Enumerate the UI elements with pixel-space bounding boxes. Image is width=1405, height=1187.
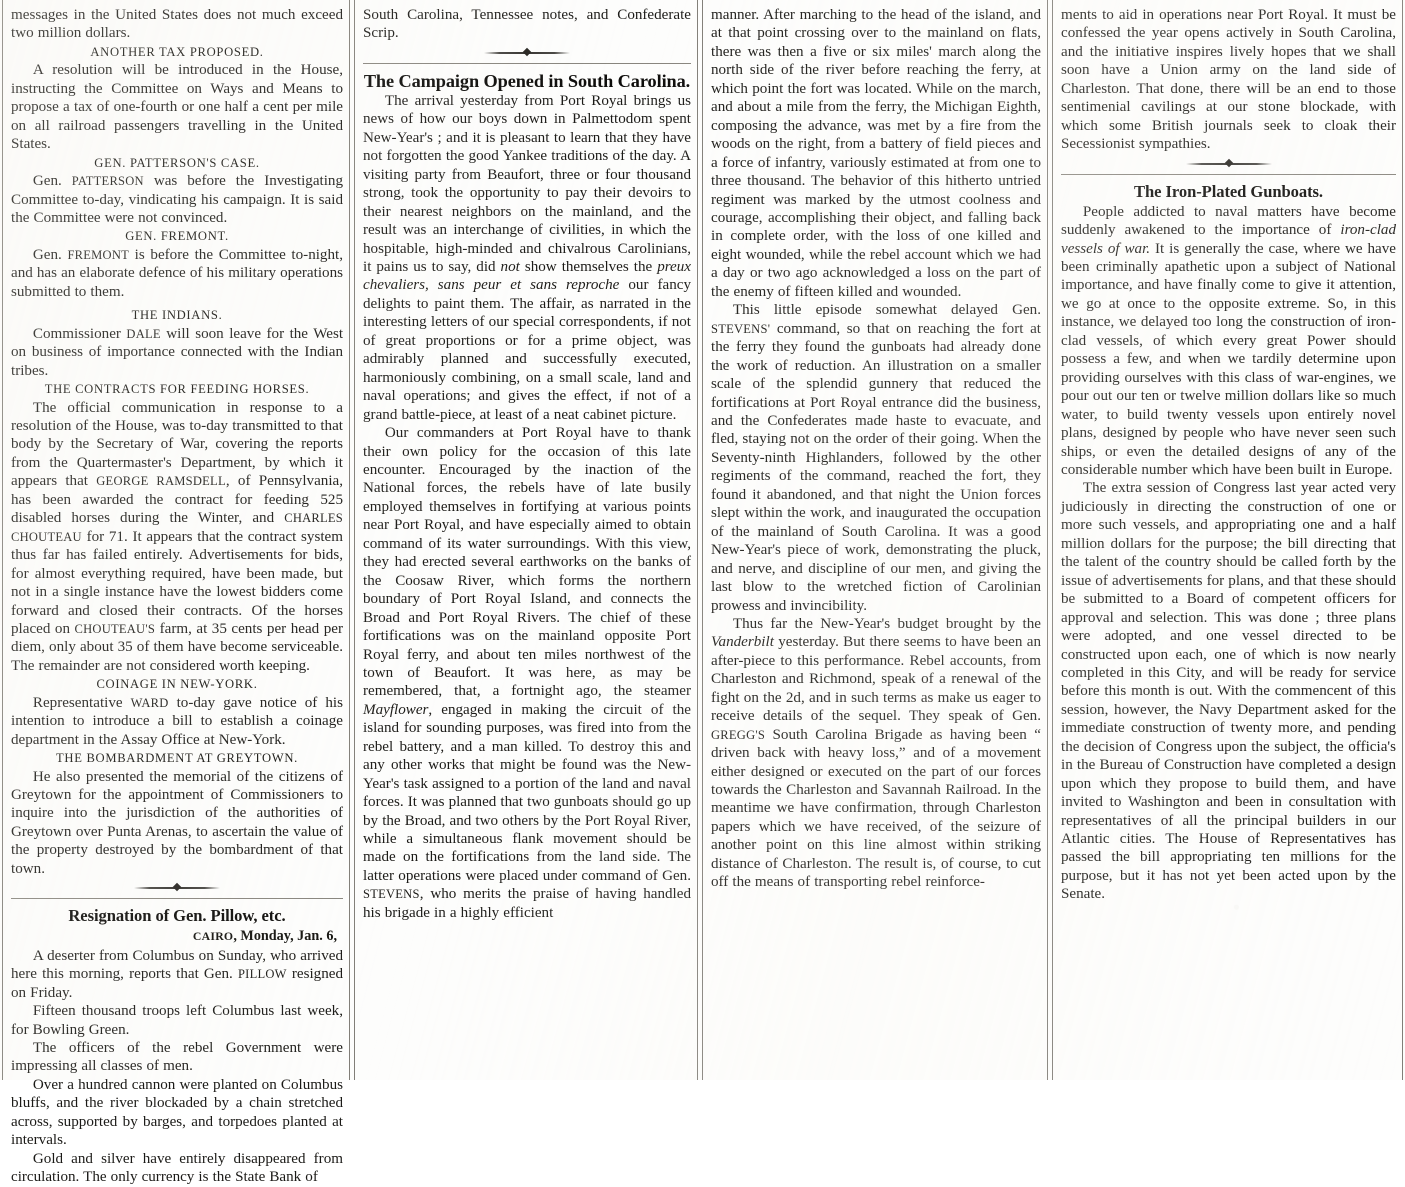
italic-run-french-phrase: preux chevaliers, sans peur et sans reproche <box>363 258 691 294</box>
column-rule-left <box>354 0 355 1080</box>
small-caps-name: STEVENS' <box>711 321 771 336</box>
text-run: resigned on Friday. <box>11 966 343 1001</box>
horizontal-rule <box>11 898 343 899</box>
italic-run: not <box>500 258 520 275</box>
paragraph-campaign-1 <box>363 92 691 424</box>
subhead-coinage-new-york: COINAGE IN NEW-YORK. <box>96 677 258 692</box>
column-1 <box>0 0 352 1186</box>
text-run: The official communication in response to a resolution of the House, was to-day transmitted to that body by the Secretary of War, covering the reports from the Quartermaster's Department, by which it appears that <box>11 399 343 490</box>
paragraph-tax: A resolution will be introduced in the House, instructing the Committee on Ways and Means to propose a tax of one-fourth or one half a cent per mile on all railroad passengers travelling in the United States. <box>11 62 343 153</box>
paragraph-port-royal-conclusion: ments to aid in operations near Port Royal. It must be confessed the year opens actively in South Carolina, and the initiative inspires lively hopes that we shall soon have a Union army on the land side of Charleston. That done, there will be an end to those sentimenial cavilings at our stone blockade, with which some British journals seek to cloak their Secessionist sympathies. <box>1061 7 1396 153</box>
small-caps-name: STEVENS <box>363 887 420 902</box>
text-run: The arrival yesterday from Port Royal brings us news of how our boys down in Palmettodom spent New-Year's ; and it is pleasant to learn that they have not forgotten the good Yankee traditions of the day. A visiting party from Beaufort, three or four thousand strong, took the opportunity to pay their devoirs to their nearest neighbors on the mainland, and the result was an interchange of civilities, in which the hospitable, high-minded and chivalrous Carolinians, it pains us to say, did <box>363 92 691 275</box>
italic-run-ship-name: Vanderbilt <box>711 634 774 651</box>
paragraph-march-account: manner. After marching to the head of the island, and at that point crossing over to the mainland on flats, there was then a five or six miles' march along the north side of the river before reaching the ferry, at which point the fort was located. While on the march, and about a mile from the ferry, the Michigan Eighth, composing the advance, was met by a fire from the woods on the right, from a battery of field pieces and a force of infantry, variously estimated at from one to three thousand. The behavior of this hitherto untried regiment was marked by the utmost coolness and courage, accomplishing their object, and falling back in complete order, with the loss of one killed and eight wounded, while the rebel account which we had a day or two ago acknowledged a loss on the part of the enemy of fifteen killed and wounded. <box>711 7 1041 300</box>
small-caps-name: DALE <box>126 326 161 341</box>
text-run: , engaged in making the circuit of the island for sounding purposes, was fired into from the rebel battery, and a man killed. To destroy this and any other works that might be found was the New-Year's task assigned to a portion of the land and naval forces. It was planned that two gunboats should go up by the Broad, and two others by the Port Royal River, while a simultaneous flank movement should be made on the fortifications from the land side. The latter operations were placed under command of Gen. <box>363 701 692 884</box>
text-run: South Carolina Brigade as having been “ driven back with heavy loss,” and of a movement either designed or executed on the part of our forces towards the Charleston and Savannah Railroad. In the meantime we have confirmation, through Charleston papers which we have received, of the seizure of another point on this line almost within striking distance of Charleston. The result is, of course, to cut off the means of transporting rebel reinforce- <box>711 726 1041 891</box>
text-run: People addicted to naval matters have become suddenly awakened to the importance of <box>1061 203 1396 239</box>
paragraph-campaign-2 <box>363 424 691 922</box>
column-3 <box>700 0 1050 1080</box>
paragraph-coinage <box>11 694 343 749</box>
paragraph-vanderbilt-budget <box>711 615 1041 892</box>
text-run: Gen. <box>32 246 68 263</box>
text-run: Representative <box>32 694 131 711</box>
dateline <box>11 927 343 946</box>
headline-resignation-pillow: Resignation of Gen. Pillow, etc. <box>68 906 286 926</box>
text-run: show themselves the <box>519 258 658 275</box>
small-caps-name: CHARLES CHOUTEAU <box>11 511 343 544</box>
column-rule-right <box>697 0 698 1080</box>
small-caps-name: PILLOW <box>237 967 287 982</box>
text-run: Our commanders at Port Royal have to thank their own policy for the occasion of this late encounter. Encouraged by the inaction of the National forces, the rebels have of late busily employed themselves in fortifying at various points near Port Royal, and have especially aimed to obtain command of its water surroundings. With this view, they had erected several earthworks on the banks of the Coosaw River, which forms the northern boundary of Port Royal Island, and connects the Broad and Port Royal Rivers. The chief of these fortifications was on the mainland opposite Port Royal ferry, and about ten miles northwest of the town of Beaufort. It was here, as may be remembered, that, a fortnight ago, the steamer <box>363 425 691 700</box>
small-caps-name: GEORGE RAMSDELL <box>96 474 226 489</box>
paragraph-horses <box>11 399 343 676</box>
text-run: , of Pennsylvania, has been awarded the contract for feeding 525 disabled horses during the Winter, and <box>11 473 343 527</box>
small-caps-name: GREGG'S <box>711 727 766 742</box>
story-divider <box>11 881 343 894</box>
horizontal-rule <box>1061 174 1396 175</box>
column-4 <box>1050 0 1405 1080</box>
italic-run-iron-clad: iron-clad vessels of war. <box>1061 222 1396 257</box>
column-rule-left <box>702 0 703 1080</box>
subhead-the-indians: THE INDIANS. <box>131 308 223 323</box>
text-run: farm, at 35 cents per head per diem, only about 35 of them have become serviceable. The remainder are not considered worth keeping. <box>11 620 343 674</box>
column-rule-right <box>1047 0 1048 1080</box>
italic-run-ship-name: Mayflower <box>363 701 429 718</box>
column-2 <box>352 0 700 1080</box>
paragraph-pillow-3: The officers of the rebel Government were impressing all classes of men. <box>11 1040 343 1075</box>
text-run: , who merits the praise of having handled his brigade in a highly efficient <box>363 886 691 921</box>
paragraph-indians <box>11 325 343 380</box>
text-run: Commissioner <box>32 325 127 342</box>
paragraph-continued: South Carolina, Tennessee notes, and Confederate Scrip. <box>363 7 691 42</box>
text-run: to-day gave notice of his intention to introduce a bill to establish a coinage department in the Assay Office at New-York. <box>11 694 343 748</box>
text-run: our fancy delights to paint them. The affair, as narrated in the interesting letters of our special correspondents, if not of great proportions or for a prime object, was admirably planned and successfully executed, harmoniously combining, on a small scale, land and naval operations; and gives the effect, if not of a grand battle-piece, at least of a neat cabinet picture. <box>363 277 691 423</box>
text-run: for 71. It appears that the contract system thus far has failed entirely. Advertisements for bids, for almost everything required, have been made, but not in a single instance have the lowest bidders come forward and closed their contracts. Of the horses placed on <box>11 528 343 637</box>
small-caps-name: CHOUTEAU'S <box>74 621 156 636</box>
paragraph-stevens-command <box>711 301 1041 615</box>
small-caps-name: FREMONT <box>67 247 130 262</box>
story-divider <box>363 46 691 59</box>
column-rule-right <box>1402 0 1403 1080</box>
paragraph-greytown: He also presented the memorial of the citizens of Greytown for the appointment of Commissioners to inquire into the jurisdiction of the authorities of Greytown over Punta Arenas, to ascertain the value of the property destroyed by the bombardment of that town. <box>11 768 343 877</box>
subhead-bombardment-greytown: THE BOMBARDMENT AT GREYTOWN. <box>56 751 298 766</box>
text-run: This little episode somewhat delayed Gen. <box>732 302 1041 319</box>
paragraph-pillow-5: Gold and silver have entirely disappeared from circulation. The only currency is the State Bank of <box>11 1150 343 1186</box>
subhead-another-tax-proposed: ANOTHER TAX PROPOSED. <box>90 44 264 59</box>
text-run: is before the Committee to-night, and has an elaborate defence of his military operations submitted to them. <box>11 246 343 300</box>
text-run: was before the Investigating Committee to-day, vindicating his campaign. It is said the Committee were not convinced. <box>11 173 343 226</box>
small-caps-name: WARD <box>130 695 169 710</box>
paragraph-continued: messages in the United States does not much exceed two million dollars. <box>11 7 343 42</box>
column-rule-left <box>1052 0 1053 1080</box>
headline-campaign-south-carolina: The Campaign Opened in South Carolina. <box>363 70 691 91</box>
text-run: A deserter from Columbus on Sunday, who arrived here this morning, reports that Gen. <box>11 947 343 983</box>
text-run: command, so that on reaching the fort at the ferry they found the gunboats had already done the work of reduction. An illustration on a smaller scale of the splendid gunnery that reduced the fortifications at Port Royal entrance did the business, and the Confederates made haste to evacuate, and fled, staying not on the order of their going. When the Seventy-ninth Highlanders, followed by the other regiments of the command, reached the fort, they found it abandoned, and that night the Union forces slept within the work, and inaugurated the occupation of the mainland of South Carolina. It was a good New-Year's piece of work, demonstrating the pluck, and nerve, and discipline of our men, and giving the last blow to the wretched fiction of Carolinian prowess and invincibility. <box>711 320 1041 614</box>
story-divider <box>1061 157 1396 170</box>
paragraph-pillow-4: Over a hundred cannon were planted on Columbus bluffs, and the river blockaded by a chain stretched across, supported by barges, and torpedoes planted at intervals. <box>11 1076 343 1149</box>
text-run: It is generally the case, where we have been criminally apathetic upon a subject of National importance, and have finally come to give it attention, we go at once to the opposite extreme. So, in this instance, we delayed too long the construction of iron-clad vessels, of which every great Power should possess a few, and when we tardily determine upon providing ourselves with this class of war-engines, we pour out our ten or twelve million dollars like so much water, to build twenty vessels upon entirely novel plans, designed by people who have never seen such ships, or even the detailed designs of any of the considerable number which have been built in Europe. <box>1061 240 1396 478</box>
paragraph-fremont <box>11 246 343 301</box>
paragraph-pillow-2: Fifteen thousand troops left Columbus last week, for Bowling Green. <box>11 1003 343 1038</box>
subhead-contracts-feeding-horses: THE CONTRACTS FOR FEEDING HORSES. <box>44 382 310 397</box>
text-run: Gen. <box>32 173 72 190</box>
small-caps-name: PATTERSON <box>71 174 144 189</box>
paragraph-pillow-1 <box>11 947 343 1002</box>
dateline-date: , Monday, Jan. 6, <box>233 928 337 945</box>
paragraph-gunboats-2: The extra session of Congress last year acted very judiciously in directing the construction of one or more such vessels, and appropriating one and a half million dollars for the purpose; the bill directing that the talent of the country should be called forth by the issue of advertisements for plans, and that these should be submitted to a Board of competent officers for approval and selection. This was done ; three plans were adopted, and one vessel directed to be constructed upon each, one of which is now nearly completed in this City, and will be ready for service before this month is out. With the commencent of this session, however, the Navy Department asked for the immediate construction of twenty more, and pending the decision of Congress upon the subject, the officia's in the Bureau of Construction have completed a design upon which they propose to build them, and have invited to Washington and been in consultation with representatives of all the principal builders in our Atlantic cities. The House of Representatives has passed the bill appropriating ten millions for the purpose, but it has not yet been acted upon by the Senate. <box>1061 480 1396 903</box>
paragraph-patterson <box>11 172 343 227</box>
headline-iron-plated-gunboats: The Iron-Plated Gunboats. <box>1134 181 1323 201</box>
text-run: Thus far the New-Year's budget brought by the <box>732 615 1041 632</box>
column-rule-right <box>349 0 350 1080</box>
subhead-patterson-case: GEN. PATTERSON'S CASE. <box>94 155 260 170</box>
horizontal-rule <box>363 63 691 64</box>
text-run: will soon leave for the West on business of importance connected with the Indian tribes. <box>11 325 344 379</box>
dateline-city: CAIRO <box>192 930 234 944</box>
column-rule-left <box>2 0 3 1080</box>
subhead-gen-fremont: GEN. FREMONT. <box>125 229 229 244</box>
paragraph-gunboats-1 <box>1061 203 1396 480</box>
text-run: yesterday. But there seems to have been an after-piece to this performance. Rebel accounts, from Charleston and Richmond, speak of a renewal of the fight on the 2d, and in such terms as make us eager to receive details of the sequel. They speak of Gen. <box>711 634 1041 725</box>
